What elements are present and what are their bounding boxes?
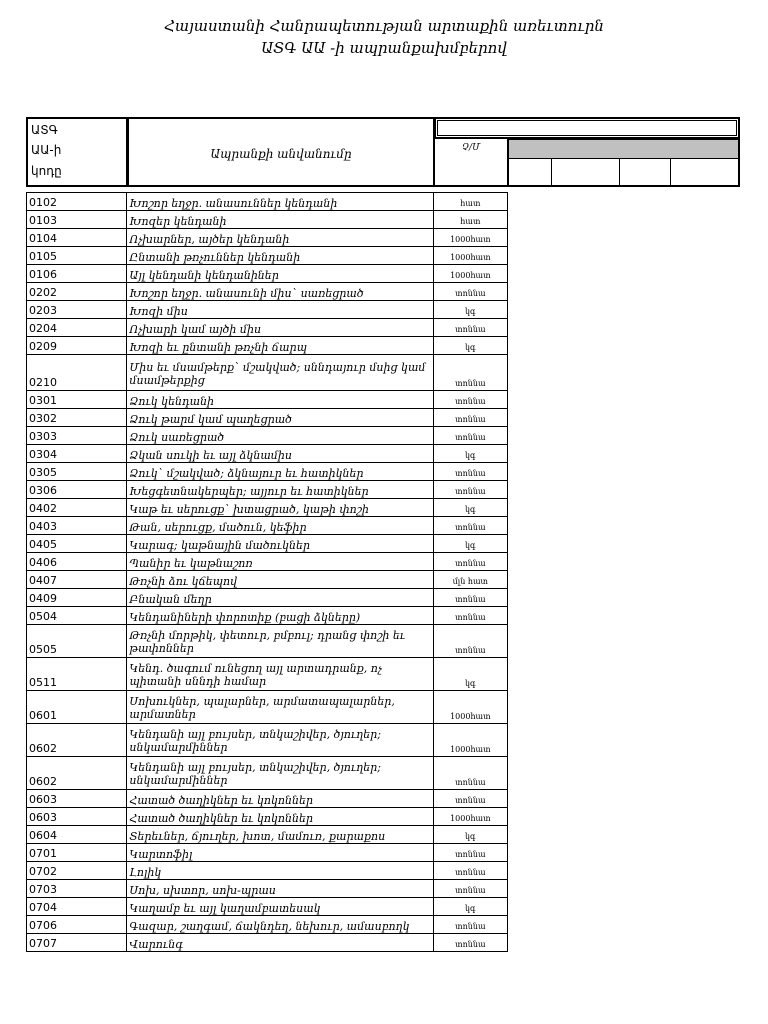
row-unit: տոննա: [433, 790, 507, 808]
table-row: [27, 607, 508, 625]
row-name: [127, 724, 433, 757]
row-name: [127, 229, 433, 247]
row-code: 0702: [27, 862, 127, 880]
row-code: 0701: [27, 844, 127, 862]
row-code: 0103: [27, 211, 127, 229]
row-code: 0204: [27, 319, 127, 337]
row-unit: տոննա: [433, 283, 507, 301]
row-unit: տոննա: [433, 844, 507, 862]
row-code: 0706: [27, 916, 127, 934]
row-name: [127, 757, 433, 790]
row-code: 0602: [27, 757, 127, 790]
row-code: 0703: [27, 880, 127, 898]
table-row: [27, 826, 508, 844]
row-code: 0303: [27, 427, 127, 445]
header-inner-top-box: [437, 120, 737, 136]
row-name-text: Խոզի եւ ընտանի թռչնի ճարպ: [129, 341, 307, 354]
row-name-text: Խոշոր եղջր. անասուններ կենդանի: [129, 197, 338, 210]
row-name: [127, 481, 433, 499]
row-code: 0306: [27, 481, 127, 499]
row-code: 0407: [27, 571, 127, 589]
row-code: 0210: [27, 355, 127, 391]
row-code: 0406: [27, 553, 127, 571]
table-row: [27, 844, 508, 862]
row-code: 0403: [27, 517, 127, 535]
row-name: [127, 193, 433, 211]
row-name-text: Ձուկ թարմ կամ պաղեցրած: [129, 413, 292, 426]
table-row: [27, 445, 508, 463]
row-unit: տոննա: [433, 517, 507, 535]
row-name: [127, 553, 433, 571]
row-name-text: Ոչխարի կամ այծի միս: [129, 323, 262, 336]
row-name-text: Ձուկ սառեցրած: [129, 431, 225, 444]
row-unit: կգ: [433, 445, 507, 463]
table-row: [27, 337, 508, 355]
row-name-text: Ձուկ կենդանի: [129, 395, 215, 408]
row-unit: տոննա: [433, 553, 507, 571]
row-name: [127, 427, 433, 445]
row-unit: տոննա: [433, 757, 507, 790]
table-row: [27, 229, 508, 247]
row-code: 0402: [27, 499, 127, 517]
row-name: [127, 283, 433, 301]
commodity-table-body: [27, 193, 508, 952]
table-row: [27, 247, 508, 265]
row-name: [127, 571, 433, 589]
row-code: 0104: [27, 229, 127, 247]
row-name: [127, 391, 433, 409]
table-row: [27, 571, 508, 589]
row-name-text: Պանիր եւ կաթնաշոռ: [129, 557, 253, 570]
row-name: [127, 589, 433, 607]
header-gray-bar: [508, 139, 740, 159]
row-unit: տոննա: [433, 916, 507, 934]
row-name-text: Խեցգետնակերպեր; այյուր եւ հատիկներ: [129, 485, 369, 498]
table-row: [27, 724, 508, 757]
row-name: [127, 499, 433, 517]
row-unit: տոննա: [433, 409, 507, 427]
row-name-text: Թռչնի մորթիկ, փետուր, բմբուլ; դրանց փոշի եւ թափոններ: [129, 629, 406, 655]
code-label-1: ԱՏԳ: [31, 123, 58, 137]
row-name: [127, 337, 433, 355]
row-unit: տոննա: [433, 481, 507, 499]
row-name: [127, 658, 433, 691]
row-name: [127, 409, 433, 427]
row-code: 0102: [27, 193, 127, 211]
table-row: [27, 265, 508, 283]
table-row: [27, 880, 508, 898]
row-name-text: Կենդանիների փորոտիք (բացի ձկները): [129, 611, 361, 624]
row-unit: կգ: [433, 658, 507, 691]
row-code: 0304: [27, 445, 127, 463]
table-row: [27, 658, 508, 691]
row-name: [127, 319, 433, 337]
row-unit: 1000հատ: [433, 247, 507, 265]
row-code: 0302: [27, 409, 127, 427]
table-row: [27, 589, 508, 607]
row-name-text: Ոչխարներ, այծեր կենդանի: [129, 233, 290, 246]
row-unit: կգ: [433, 301, 507, 319]
row-name: [127, 625, 433, 658]
row-name-text: Կաղամբ եւ այլ կաղամբատեսակ: [129, 902, 321, 915]
row-name: [127, 355, 433, 391]
row-name-text: Լոլիկ: [129, 866, 162, 879]
row-code: 0604: [27, 826, 127, 844]
row-name-text: Ձուկ` մշակված; ձկնայուր եւ հատիկներ: [129, 467, 364, 480]
row-unit: 1000հատ: [433, 691, 507, 724]
table-row: [27, 898, 508, 916]
row-code: 0505: [27, 625, 127, 658]
table-row: [27, 934, 508, 952]
table-row: [27, 283, 508, 301]
commodity-table: [26, 192, 508, 952]
row-name: [127, 826, 433, 844]
header-name-cell: [128, 117, 434, 187]
table-row: [27, 757, 508, 790]
row-name-text: Բնական մեղր: [129, 593, 212, 606]
code-label-2: ԱԱ-ի: [31, 143, 62, 157]
row-unit: տոննա: [433, 589, 507, 607]
header-subcol-2: [552, 159, 620, 187]
row-name-text: Ձկան սուկի եւ այլ ձկնամիս: [129, 449, 292, 462]
row-name-text: Ընտանի թռչուններ կենդանի: [129, 251, 301, 264]
table-row: [27, 553, 508, 571]
row-unit: տոննա: [433, 625, 507, 658]
row-code: 0603: [27, 790, 127, 808]
row-name-text: Տերեւներ, ճյուղեր, խոտ, մամուռ, քարաքոս: [129, 830, 386, 843]
row-name: [127, 211, 433, 229]
row-name-text: Այլ կենդանի կենդանիներ: [129, 269, 279, 282]
row-unit: կգ: [433, 898, 507, 916]
row-name-text: Կենդանի այլ բույսեր, տնկաշիվեր, ծյուղեր; սնկամարմիններ: [129, 728, 381, 754]
table-row: [27, 916, 508, 934]
row-name-text: Կարագ; կաթնային մածուկներ: [129, 539, 311, 552]
row-name: [127, 535, 433, 553]
row-code: 0203: [27, 301, 127, 319]
report-subtitle: ԱՏԳ ԱԱ -ի ապրանքախմբերով: [261, 39, 507, 57]
row-name: [127, 880, 433, 898]
row-name: [127, 691, 433, 724]
table-row: [27, 517, 508, 535]
row-code: 0105: [27, 247, 127, 265]
row-unit: տոննա: [433, 355, 507, 391]
row-name: [127, 862, 433, 880]
row-name-text: Միս եւ մսամթերք` մշակված; սննդայուր մսից կամ մսամթերքից: [129, 360, 426, 387]
row-name: [127, 808, 433, 826]
row-name-text: Սոխուկներ, պալարներ, արմատապալարներ, արմատներ: [129, 695, 395, 721]
row-code: 0209: [27, 337, 127, 355]
row-unit: տոննա: [433, 934, 507, 952]
table-row: [27, 499, 508, 517]
row-name: [127, 607, 433, 625]
row-name-text: Թան, սերուցք, մածուն, կեֆիր: [129, 521, 307, 534]
row-name-text: Խոզեր կենդանի: [129, 215, 227, 228]
row-name: [127, 790, 433, 808]
row-name-text: Հատած ծաղիկներ եւ կոկոններ: [129, 794, 314, 807]
unit-label: Չ/Մ: [461, 143, 481, 153]
row-code: 0106: [27, 265, 127, 283]
row-name-text: Կենդանի այլ բույսեր, տնկաշիվեր, ծյուղեր; սնկամարմիններ: [129, 761, 381, 787]
row-code: 0202: [27, 283, 127, 301]
header-subcol-1: [508, 159, 552, 187]
table-row: [27, 790, 508, 808]
row-name: [127, 844, 433, 862]
row-unit: կգ: [433, 499, 507, 517]
row-unit: տոննա: [433, 319, 507, 337]
header-unit-cell: [434, 139, 508, 187]
table-row: [27, 427, 508, 445]
row-name-text: Խոշոր եղջր. անասունի միս` սառեցրած: [129, 287, 364, 300]
row-unit: մլն հատ: [433, 571, 507, 589]
row-code: 0305: [27, 463, 127, 481]
row-name-text: Թռչնի ձու կճեպով: [129, 575, 238, 588]
row-code: 0601: [27, 691, 127, 724]
row-name: [127, 301, 433, 319]
row-unit: 1000հատ: [433, 265, 507, 283]
row-name-text: Վարունգ: [129, 938, 183, 951]
table-row: [27, 391, 508, 409]
row-unit: տոննա: [433, 427, 507, 445]
row-name-text: Կարտոֆիլ: [129, 848, 193, 861]
row-name: [127, 916, 433, 934]
row-name-text: Գազար, շաղգամ, ճակնդեղ, նեխուր, ամասբողկ: [129, 920, 410, 933]
row-unit: տոննա: [433, 463, 507, 481]
table-row: [27, 463, 508, 481]
row-name: [127, 247, 433, 265]
table-row: [27, 301, 508, 319]
name-label: Ապրանքի անվանումը: [210, 147, 352, 161]
header-subcol-4: [671, 159, 740, 187]
row-unit: տոննա: [433, 862, 507, 880]
row-unit: տոննա: [433, 607, 507, 625]
row-unit: 1000հատ: [433, 808, 507, 826]
row-name: [127, 445, 433, 463]
row-name: [127, 265, 433, 283]
row-name: [127, 463, 433, 481]
row-name-text: Սոխ, սխտոր, սոխ-պրաս: [129, 884, 276, 897]
row-code: 0511: [27, 658, 127, 691]
row-name-text: Կենդ. ծագում ունեցող այլ արտադրանք, ոչ պիտանի սննդի համար: [129, 662, 382, 688]
row-unit: կգ: [433, 826, 507, 844]
row-code: 0409: [27, 589, 127, 607]
report-title: Հայաստանի Հանրապետության արտաքին առեւտուրն: [164, 17, 604, 35]
row-name: [127, 934, 433, 952]
code-label-3: կոդը: [31, 164, 62, 178]
row-name: [127, 898, 433, 916]
header-subcol-3: [620, 159, 671, 187]
row-code: 0707: [27, 934, 127, 952]
table-row: [27, 481, 508, 499]
row-code: 0405: [27, 535, 127, 553]
table-row: [27, 355, 508, 391]
table-row: [27, 625, 508, 658]
table-row: [27, 193, 508, 211]
table-row: [27, 691, 508, 724]
row-unit: հատ: [433, 211, 507, 229]
row-code: 0602: [27, 724, 127, 757]
row-unit: հատ: [433, 193, 507, 211]
row-unit: 1000հատ: [433, 724, 507, 757]
row-code: 0603: [27, 808, 127, 826]
row-code: 0301: [27, 391, 127, 409]
row-name-text: Հատած ծաղիկներ եւ կոկոններ: [129, 812, 314, 825]
row-name: [127, 517, 433, 535]
row-unit: կգ: [433, 337, 507, 355]
table-row: [27, 211, 508, 229]
table-row: [27, 319, 508, 337]
row-code: 0504: [27, 607, 127, 625]
header-code-cell: [26, 117, 128, 187]
table-row: [27, 808, 508, 826]
row-code: 0704: [27, 898, 127, 916]
row-name-text: Խոզի միս: [129, 305, 188, 318]
table-row: [27, 535, 508, 553]
table-row: [27, 409, 508, 427]
row-unit: կգ: [433, 535, 507, 553]
row-name-text: Կաթ եւ սերուցք` խտացրած, կաթի փոշի: [129, 503, 369, 516]
row-unit: տոննա: [433, 880, 507, 898]
row-unit: 1000հատ: [433, 229, 507, 247]
row-unit: տոննա: [433, 391, 507, 409]
table-row: [27, 862, 508, 880]
